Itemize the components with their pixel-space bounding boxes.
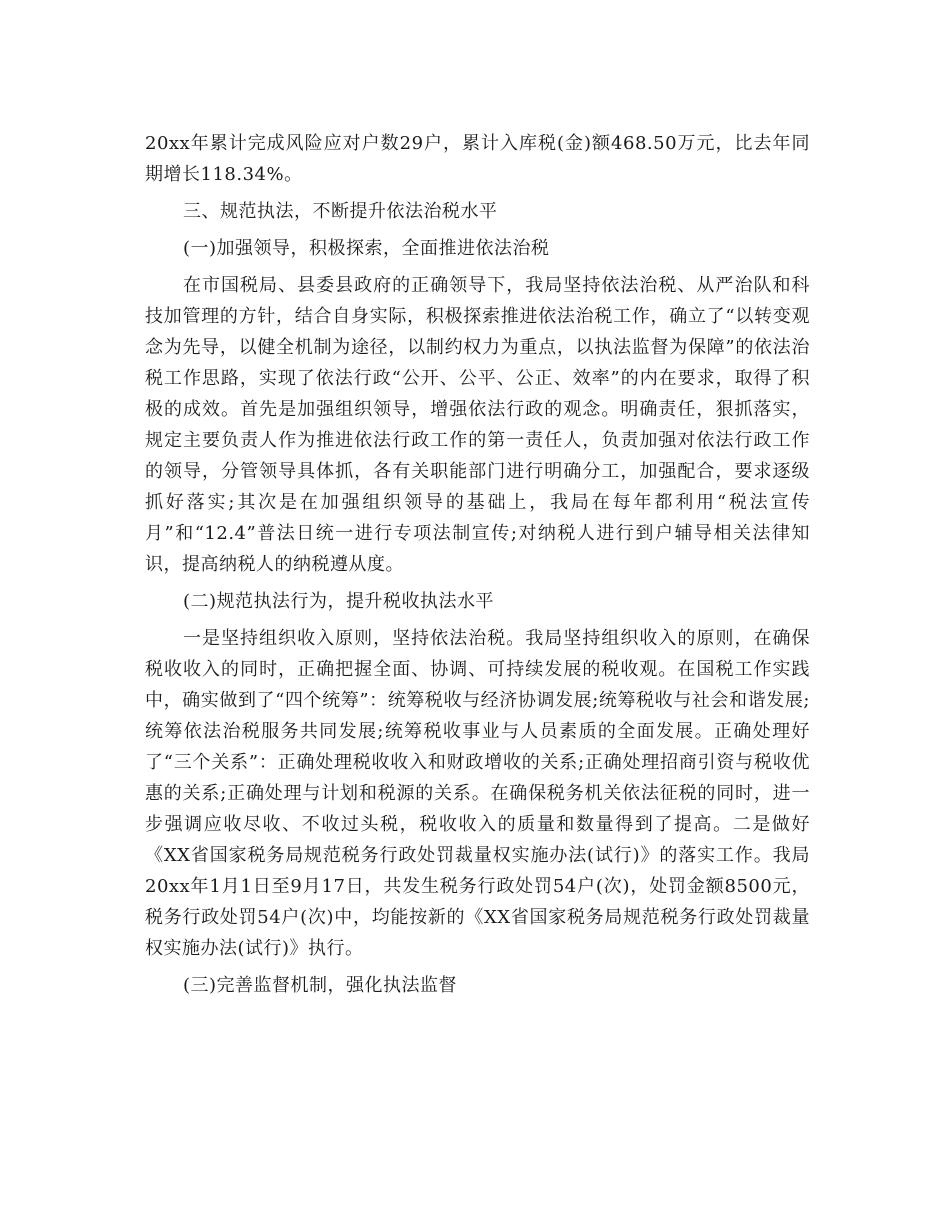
document-page	[145, 128, 810, 1007]
paragraph-enforcement: 一是坚持组织收入原则，坚持依法治税。我局坚持组织收入的原则，在确保税收收入的同时，正确把握全面、协调、可持续发展的税收观。在国税工作实践中，确实做到了“四个统筹”：统筹税收与经济协调发展;统筹税收与社会和谐发展;统筹依法治税服务共同发展;统筹税收事业与人员素质的全面发展。正确处理好了“三个关系”：正确处理税收收入和财政增收的关系;正确处理招商引资与税收优惠的关系;正确处理与计划和税源的关系。在确保税务机关依法征税的同时，进一步强调应收尽收、不收过头税，税收收入的质量和数量得到了提高。二是做好《XX省国家税务局规范税务行政处罚裁量权实施办法(试行)》的落实工作。我局20xx年1月1日至9月17日，共发生税务行政处罚54户(次)，处罚金额8500元，税务行政处罚54户(次)中，均能按新的《XX省国家税务局规范税务行政处罚裁量权实施办法(试行)》执行。	[145, 628, 810, 959]
section-heading-3: 三、规范执法，不断提升依法治税水平	[183, 201, 498, 222]
subsection-heading-1: (一)加强领导，积极探索，全面推进依法治税	[183, 238, 550, 259]
paragraph-leadership: 在市国税局、县委县政府的正确领导下，我局坚持依法治税、从严治队和科技加管理的方针，结合自身实际，积极探索推进依法治税工作，确立了“以转变观念为先导，以健全机制为途径，以制约权力为重点，以执法监督为保障”的依法治税工作思路，实现了依法行政“公开、公平、公正、效率”的内在要求，取得了积极的成效。首先是加强组织领导，增强依法行政的观念。明确责任，狠抓落实，规定主要负责人作为推进依法行政工作的第一责任人，负责加强对依法行政工作的领导，分管领导具体抓，各有关职能部门进行明确分工，加强配合，要求逐级抓好落实;其次是在加强组织领导的基础上，我局在每年都利用“税法宣传月”和“12.4”普法日统一进行专项法制宣传;对纳税人进行到户辅导相关法律知识，提高纳税人的纳税遵从度。	[145, 275, 810, 575]
paragraph-risk-stats: 20xx年累计完成风险应对户数29户，累计入库税(金)额468.50万元，比去年同期增长118.34%。	[145, 133, 810, 185]
subsection-heading-3: (三)完善监督机制，强化执法监督	[183, 975, 458, 996]
subsection-heading-2: (二)规范执法行为，提升税收执法水平	[183, 591, 495, 612]
